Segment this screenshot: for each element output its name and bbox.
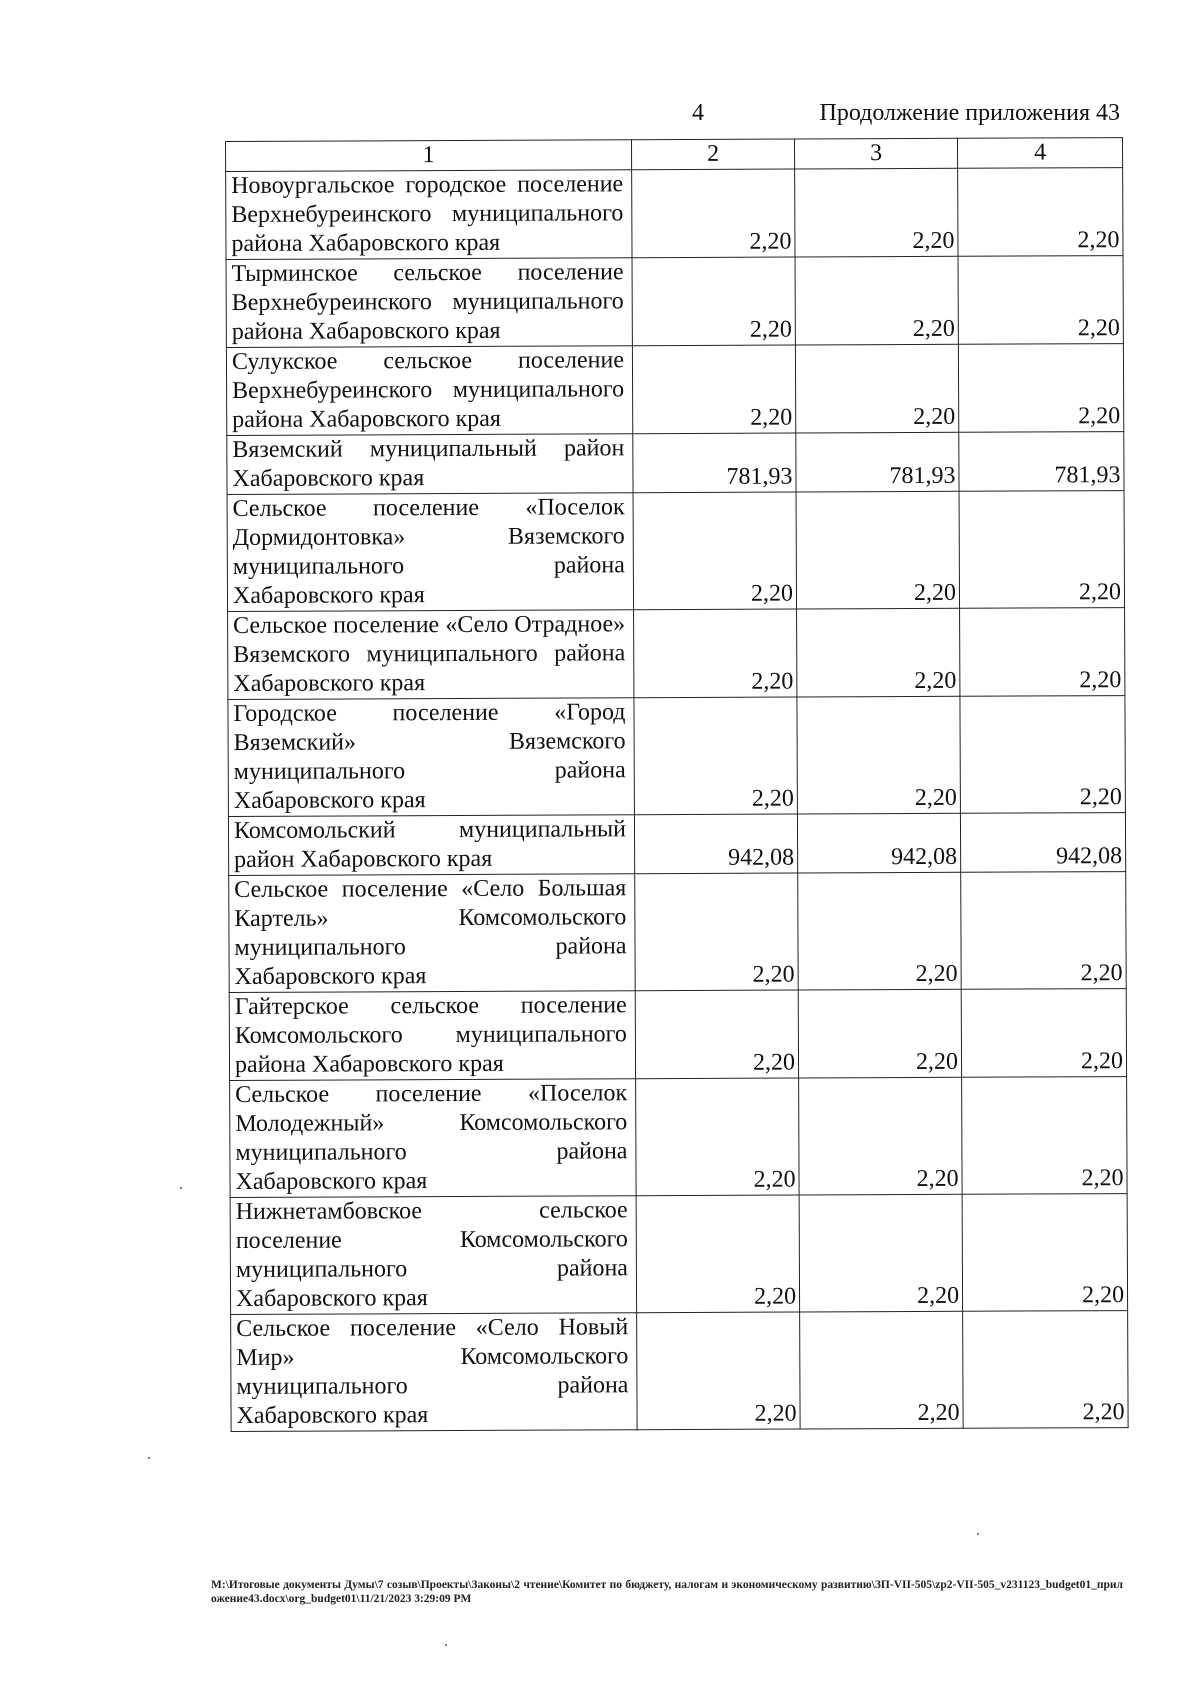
column-header: 2 — [631, 139, 794, 170]
value-cell-col4: 2,20 — [961, 989, 1126, 1078]
value-cell-col4: 2,20 — [958, 344, 1123, 433]
value-cell-col4: 2,20 — [962, 1077, 1128, 1195]
table-row — [226, 168, 1123, 260]
value-cell-col3: 2,20 — [795, 344, 958, 433]
value-cell-col2: 2,20 — [632, 257, 795, 346]
value-cell-col3: 2,20 — [797, 696, 961, 814]
table-row — [228, 608, 1125, 700]
column-header: 3 — [794, 138, 957, 169]
table-row — [226, 344, 1123, 436]
value-cell-col3: 2,20 — [799, 1077, 963, 1195]
value-cell-col4: 2,20 — [963, 1311, 1129, 1429]
value-cell-col4: 2,20 — [958, 168, 1123, 257]
column-number-row — [226, 138, 1123, 172]
municipality-name-cell: Нижнетамбовское сельское поселение Комсомольского муниципального района Хабаровского края — [230, 1196, 637, 1315]
municipality-name-cell: Гайтерское сельское поселение Комсомольского муниципального района Хабаровского края — [229, 991, 635, 1081]
municipality-name-cell: Сельское поселение «Село Новый Мир» Комсомольского муниципального района Хабаровского края — [231, 1313, 638, 1432]
value-cell-col2: 942,08 — [634, 814, 797, 874]
value-cell-col3: 2,20 — [795, 168, 958, 257]
municipality-name-cell: Комсомольский муниципальный район Хабаровского края — [228, 815, 634, 876]
table-row — [229, 872, 1127, 993]
value-cell-col4: 2,20 — [958, 256, 1123, 345]
value-cell-col4: 2,20 — [960, 608, 1125, 697]
table-body — [226, 168, 1128, 1432]
scan-speck — [445, 1644, 447, 1646]
table-row — [227, 491, 1125, 612]
value-cell-col2: 781,93 — [633, 433, 796, 493]
value-cell-col4: 942,08 — [960, 813, 1125, 873]
value-cell-col2: 2,20 — [636, 1078, 800, 1196]
value-cell-col3: 2,20 — [797, 608, 960, 697]
value-cell-col3: 2,20 — [795, 256, 958, 345]
value-cell-col4: 2,20 — [962, 1194, 1128, 1312]
document-file-path: М:\Итоговые документы Думы\7 созыв\Проекты\Законы\2 чтение\Комитет по бюджету, налогам и экономическому развитию\ЗП-VII-505\zp2-VII-505_v231123_budget01_приложение43.docx\org_budget01\11/21/2023 3:29:09 PM — [211, 1579, 1123, 1605]
value-cell-col2: 2,20 — [635, 873, 799, 991]
municipality-name-cell: Сельское поселение «Поселок Дормидонтовка» Вяземского муниципального района Хабаровского края — [227, 493, 634, 612]
value-cell-col2: 2,20 — [636, 1195, 800, 1313]
table-row — [230, 1194, 1128, 1315]
value-cell-col3: 2,20 — [796, 491, 960, 609]
table-row — [228, 813, 1125, 876]
municipality-name-cell: Сельское поселение «Поселок Молодежный» Комсомольского муниципального района Хабаровского края — [230, 1079, 637, 1198]
municipality-name-cell: Сулукское сельское поселение Верхнебуреинского муниципального района Хабаровского края — [226, 346, 632, 436]
value-cell-col4: 2,20 — [961, 872, 1127, 990]
table-row — [226, 256, 1123, 348]
table-row — [231, 1311, 1129, 1432]
value-cell-col2: 2,20 — [634, 697, 798, 815]
table-row — [227, 432, 1124, 495]
appendix-continuation-label: Продолжение приложения 43 — [819, 100, 1120, 126]
value-cell-col4: 2,20 — [959, 491, 1125, 609]
municipality-name-cell: Новоургальское городское поселение Верхнебуреинского муниципального района Хабаровского края — [226, 170, 632, 260]
municipality-name-cell: Сельское поселение «Село Большая Картель» Комсомольского муниципального района Хабаровского края — [229, 874, 636, 993]
municipality-name-cell: Тырминское сельское поселение Верхнебуреинского муниципального района Хабаровского края — [226, 258, 632, 348]
value-cell-col2: 2,20 — [633, 492, 797, 610]
scan-speck — [180, 1187, 182, 1189]
value-cell-col3: 2,20 — [798, 989, 961, 1078]
scan-speck — [977, 1533, 979, 1535]
appendix-table — [225, 137, 1129, 1432]
value-cell-col4: 781,93 — [959, 432, 1124, 492]
value-cell-col3: 2,20 — [798, 872, 962, 990]
value-cell-col2: 2,20 — [632, 345, 795, 434]
page-number: 4 — [692, 100, 704, 126]
value-cell-col3: 2,20 — [800, 1311, 964, 1429]
column-header: 4 — [957, 138, 1122, 169]
table-row — [230, 1077, 1128, 1198]
municipality-name-cell: Городское поселение «Город Вяземский» Вяземского муниципального района Хабаровского края — [228, 698, 635, 817]
municipality-name-cell: Вяземский муниципальный район Хабаровского края — [227, 434, 633, 495]
column-header: 1 — [226, 140, 632, 172]
value-cell-col3: 942,08 — [797, 813, 960, 873]
value-cell-col2: 2,20 — [634, 609, 797, 698]
table-row — [228, 696, 1126, 817]
value-cell-col4: 2,20 — [960, 696, 1126, 814]
table-row — [229, 989, 1126, 1081]
municipality-name-cell: Сельское поселение «Село Отрадное» Вяземского муниципального района Хабаровского края — [228, 610, 634, 700]
value-cell-col2: 2,20 — [635, 990, 798, 1079]
value-cell-col3: 781,93 — [796, 432, 959, 492]
scan-speck — [148, 1457, 150, 1459]
value-cell-col2: 2,20 — [632, 169, 795, 258]
value-cell-col2: 2,20 — [637, 1312, 801, 1430]
value-cell-col3: 2,20 — [799, 1194, 963, 1312]
